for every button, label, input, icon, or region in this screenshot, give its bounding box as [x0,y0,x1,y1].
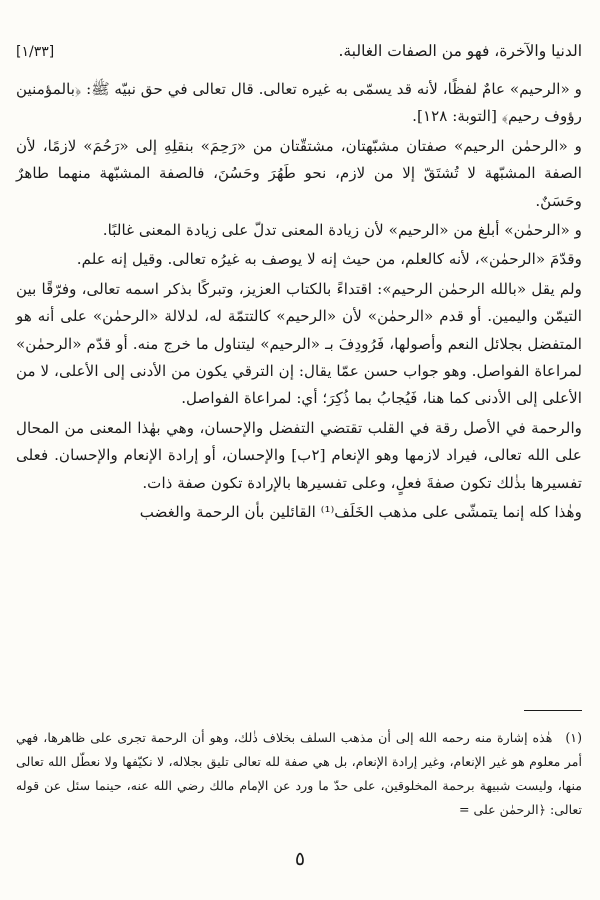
paragraph: والرحمة في الأصل رقة في القلب تقتضي التفضل والإحسان، وهي بهٰذا المعنى من المحال على الله تعالى، فيراد لازمها وهو الإنعام [٢ب] والإحسان، أو إرادة الإنعام والإحسان. فعلى تفسيرها بذٰلك تكون صفةَ فعلٍ، وعلى تفسيرها بالإرادة تكون صفة ذات. [16,418,582,492]
footnotes [16,726,582,822]
footnote-mark: (١) [565,730,582,745]
paragraph: وهٰذا كله إنما يتمشّى على مذهب الخَلَف⁽¹⁾ القائلين بأن الرحمة والغضب [139,503,582,522]
paragraph: و «الرحيم» عامٌ لفظًا، لأنه قد يسمّى به غيره تعالى. قال تعالى في حق نبيّه ﷺ: ﴿بالمؤمنين رؤوف رحيم﴾ [التوبة: ١٢٨]. [16,80,582,126]
footnote [16,726,582,822]
page-number: ٥ [294,848,306,870]
running-header [16,42,582,60]
paragraph: و «الرحمٰن الرحيم» صفتان مشبّهتان، مشتقّتان من «رَحِمَ» بنقلِهِ إلى «رَحُمَ» لازمًا، لأن الصفة المشبّهة لا تُشتَقّ إلا من لازم، نحو طَهُرَ وحَسُنَ، فالصفة المشبّهة منهما طاهرٌ وحَسَنٌ. [16,136,582,210]
paragraph: وقدّمَ «الرحمٰن»، لأنه كالعلم، من حيث إنه لا يوصف به غيرُه تعالى. وقيل إنه علم. [76,250,582,269]
header-title: الدنيا والآخرة، فهو من الصفات الغالبة. [338,42,582,60]
page-reference: [١/٣٣] [16,44,55,60]
paragraph: ولم يقل «بالله الرحمٰن الرحيم»: اقتداءً بالكتاب العزيز، وتبركًا بذكر اسمه تعالى، وفرّقًا بين التيمّن واليمين. أو قدم «الرحمٰن» لأن «الرحيم» كالتتمّة له، لدلالة «الرحمٰن» على أنه هو المتفضل بجلائل النعم وأصولها، فَرُودِفَ بـ «الرحيم» ليتناول ما خرج منه. أو قدّم «الرحمٰن» لمراعاة الفواصل. وهو جواب حسن عمّا يقال: إن الترقي يكون من الأدنى إلى الأعلى، لا من الأعلى إلى الأدنى كما هنا، فَيُجابُ بما ذُكِرَ؛ أي: لمراعاة الفواصل. [16,279,582,408]
paragraph: و «الرحمٰن» أبلغ من «الرحيم» لأن زيادة المعنى تدلّ على زيادة المعنى غالبًا. [102,221,582,240]
body-text [16,76,582,529]
footnote-divider [524,710,582,711]
footnote-text: هٰذه إشارة منه رحمه الله إلى أن مذهب السلف بخلاف ذٰلك، وهو أن الرحمة تجرى على ظاهرها، فهي أمر معلوم هو غير الإنعام، وغير إرادة الإنعام، بل هي صفة لله تعالى تليق بجلاله، لا نكيّفها ولا نعطّل الله تعالى منها، وليست شبيهة برحمة المخلوقين، على حدّ ما ورد عن الإمام مالك رضي الله عنه، حينما سئل عن قوله تعالى: ﴿الرحمٰن على = [16,730,582,817]
